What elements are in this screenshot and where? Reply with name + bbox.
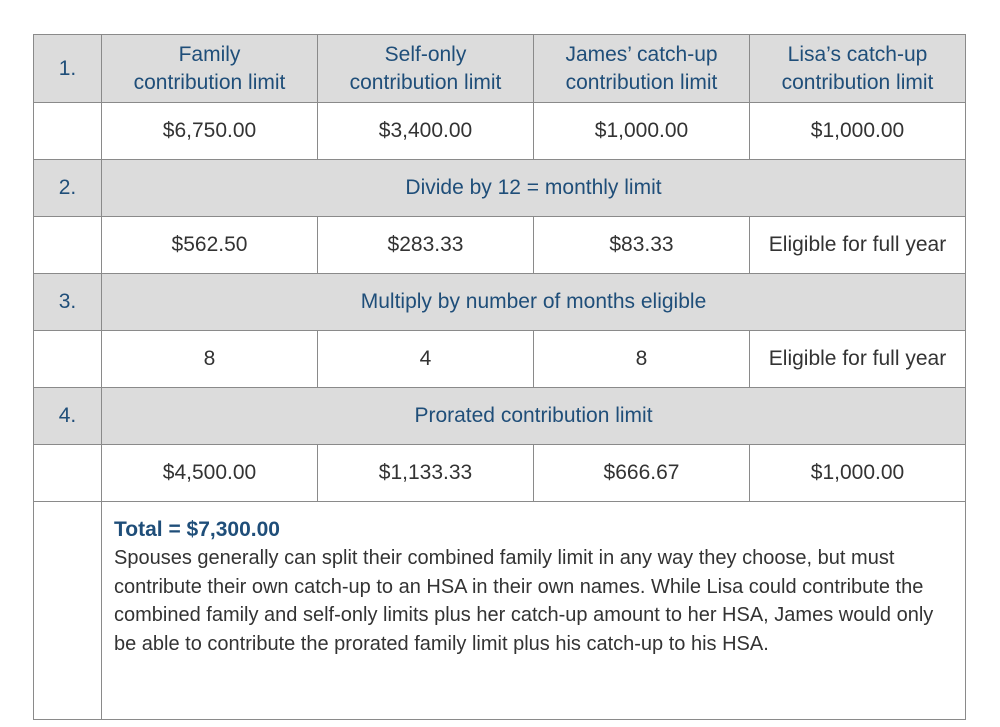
james-monthly-value: $83.33 xyxy=(534,217,750,274)
lisa-prorated-value: $1,000.00 xyxy=(750,445,966,502)
limits-row xyxy=(34,103,966,160)
self-only-months-value: 4 xyxy=(318,331,534,388)
step-number-1: 1. xyxy=(34,35,102,103)
lisa-monthly-value: Eligible for full year xyxy=(750,217,966,274)
step-cell-empty xyxy=(34,445,102,502)
lisa-months-value: Eligible for full year xyxy=(750,331,966,388)
step-cell-empty xyxy=(34,217,102,274)
step-cell-empty xyxy=(34,502,102,720)
family-months-value: 8 xyxy=(102,331,318,388)
header-family-limit xyxy=(102,35,318,103)
hsa-contribution-table xyxy=(33,34,966,720)
header-family-line2: contribution limit xyxy=(133,70,286,94)
step-number-4: 4. xyxy=(34,388,102,445)
header-james-line1: James’ catch-up xyxy=(565,42,718,66)
header-row xyxy=(34,35,966,103)
self-only-monthly-value: $283.33 xyxy=(318,217,534,274)
step-2-label: Divide by 12 = monthly limit xyxy=(102,160,966,217)
monthly-row xyxy=(34,217,966,274)
james-months-value: 8 xyxy=(534,331,750,388)
lisa-catch-up-value: $1,000.00 xyxy=(750,103,966,160)
header-lisa-line1: Lisa’s catch-up xyxy=(787,42,928,66)
james-catch-up-value: $1,000.00 xyxy=(534,103,750,160)
months-row xyxy=(34,331,966,388)
step-number-2: 2. xyxy=(34,160,102,217)
header-family-line1: Family xyxy=(178,42,241,66)
step-cell-empty xyxy=(34,103,102,160)
step-4-label: Prorated contribution limit xyxy=(102,388,966,445)
self-only-prorated-value: $1,133.33 xyxy=(318,445,534,502)
header-lisa-line2: contribution limit xyxy=(781,70,934,94)
james-prorated-value: $666.67 xyxy=(534,445,750,502)
prorated-row xyxy=(34,445,966,502)
family-prorated-value: $4,500.00 xyxy=(102,445,318,502)
step-3-label: Multiply by number of months eligible xyxy=(102,274,966,331)
header-self-only-line2: contribution limit xyxy=(349,70,502,94)
step-3-row xyxy=(34,274,966,331)
step-number-3: 3. xyxy=(34,274,102,331)
self-only-limit-value: $3,400.00 xyxy=(318,103,534,160)
total-row xyxy=(34,502,966,720)
header-lisa-catch-up xyxy=(750,35,966,103)
family-limit-value: $6,750.00 xyxy=(102,103,318,160)
header-james-line2: contribution limit xyxy=(565,70,718,94)
explanation-note: Spouses generally can split their combined family limit in any way they choose, but must contribute their own catch-up to an HSA in their own names. While Lisa could contribute the combined family and self-only limits plus her catch-up amount to her HSA, James would only be able to contribute the prorated family limit plus his catch-up to his HSA. xyxy=(114,547,934,655)
header-james-catch-up xyxy=(534,35,750,103)
step-2-row xyxy=(34,160,966,217)
family-monthly-value: $562.50 xyxy=(102,217,318,274)
step-4-row xyxy=(34,388,966,445)
header-self-only-limit xyxy=(318,35,534,103)
total-label: Total = $7,300.00 xyxy=(114,518,280,541)
header-self-only-line1: Self-only xyxy=(384,42,467,66)
total-note-cell xyxy=(102,502,966,720)
step-cell-empty xyxy=(34,331,102,388)
